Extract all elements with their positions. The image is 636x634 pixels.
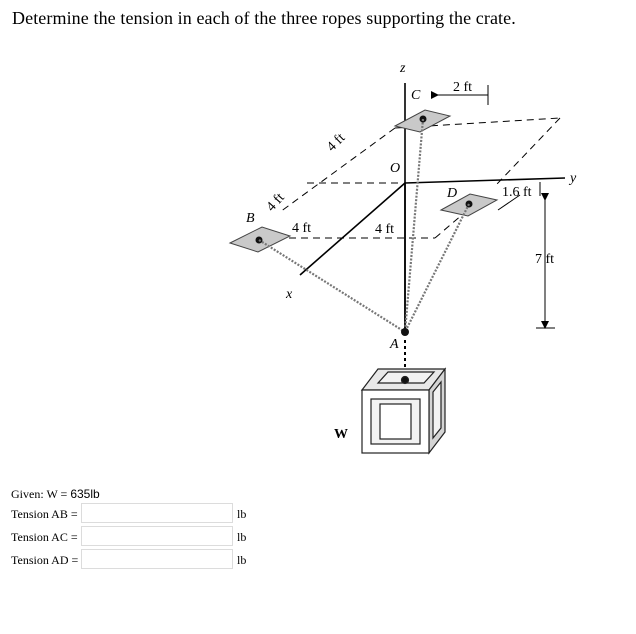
dim-4ft-B: 4 ft <box>263 190 288 215</box>
given-value: 635lb <box>70 487 100 501</box>
answer-row-ab <box>11 503 271 525</box>
dim-4ft-mid: 4 ft <box>292 221 312 236</box>
label-x: x <box>286 287 293 302</box>
answer-row-ad <box>11 549 271 571</box>
label-W: W <box>334 427 348 442</box>
label-D: D <box>447 186 458 201</box>
answer-unit-ac: lb <box>237 530 247 544</box>
label-B: B <box>246 211 255 226</box>
point-A <box>401 328 409 336</box>
y-axis <box>405 178 565 183</box>
dim-4ft-top: 4 ft <box>324 130 349 155</box>
plate-C <box>395 110 450 132</box>
rope-AC <box>405 119 423 332</box>
answer-label-ab: Tension AB = <box>11 507 78 521</box>
answer-label-ad: Tension AD = <box>11 553 79 567</box>
dim-1-6ft: 1.6 ft <box>502 185 532 200</box>
label-y: y <box>570 171 577 186</box>
tension-ad-input[interactable] <box>81 549 233 569</box>
tension-ab-input[interactable] <box>81 503 233 523</box>
answer-label-ac: Tension AC = <box>11 530 78 544</box>
dim-7ft: 7 ft <box>535 252 555 267</box>
label-A: A <box>390 337 399 352</box>
question-text: Determine the tension in each of the three ropes supporting the crate. <box>12 8 516 28</box>
answer-unit-ad: lb <box>237 553 247 567</box>
crate <box>362 369 445 453</box>
label-z: z <box>400 61 406 76</box>
dim-2ft: 2 ft <box>453 80 473 95</box>
given-label: Given: W = <box>11 487 71 501</box>
dim-4ft-center: 4 ft <box>375 222 395 237</box>
rope-AD <box>405 204 469 332</box>
tension-ac-input[interactable] <box>81 526 233 546</box>
answer-unit-ab: lb <box>237 507 247 521</box>
label-O: O <box>390 161 401 176</box>
rope-AB <box>259 240 405 332</box>
label-C: C <box>411 88 421 103</box>
answer-row-ac <box>11 526 271 548</box>
dashed-plane-lines <box>265 118 560 238</box>
given-weight <box>11 487 100 502</box>
